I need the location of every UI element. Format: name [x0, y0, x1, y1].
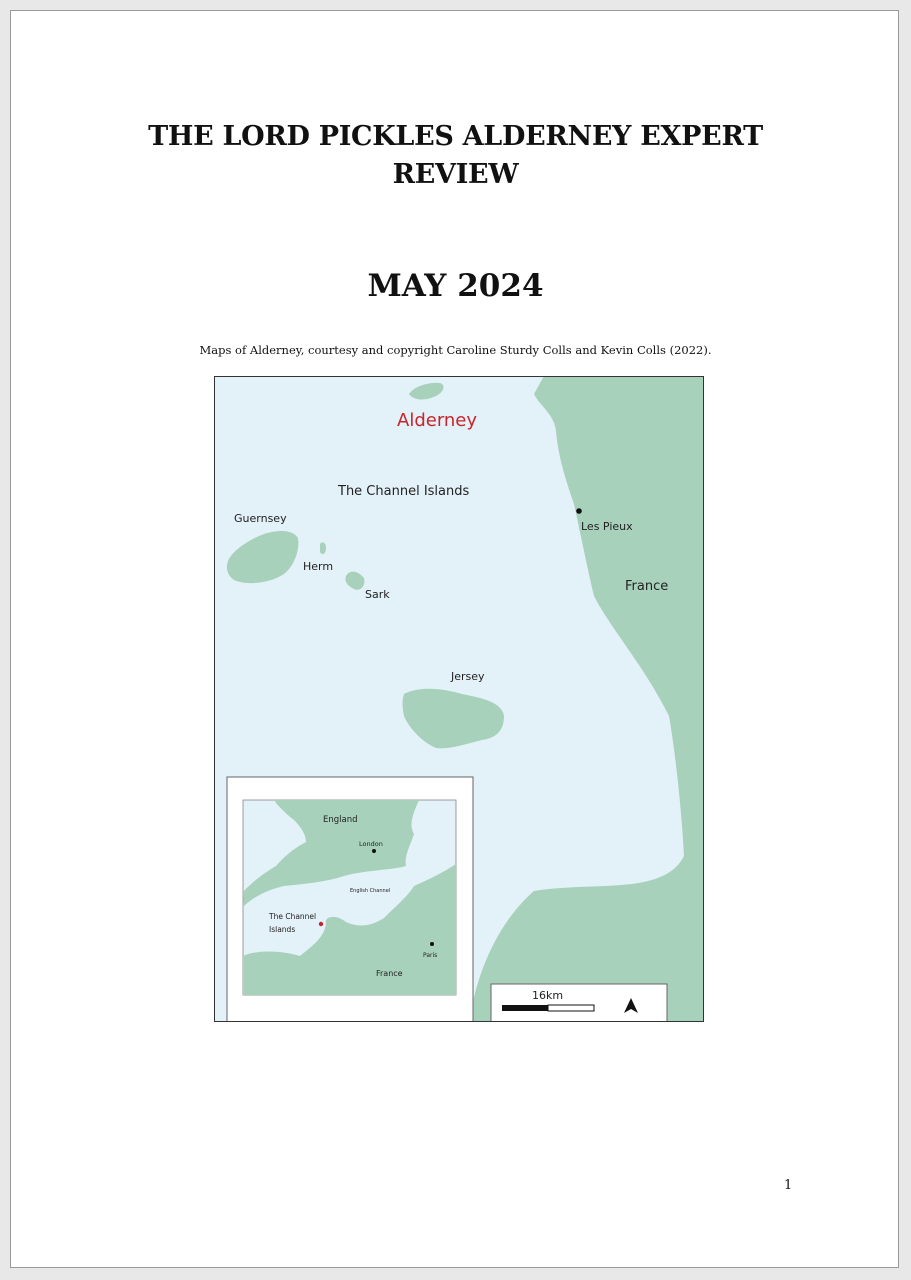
- scale-label: 16km: [532, 989, 564, 1002]
- channel-islands-label: The Channel Islands: [338, 484, 470, 499]
- scale-panel: [491, 984, 667, 1022]
- inset-channel-islands-marker: [319, 922, 323, 926]
- document-title: [0, 118, 911, 194]
- guernsey-label: Guernsey: [234, 512, 287, 525]
- inset-english-channel-label: English Channel: [350, 888, 391, 894]
- france-label: France: [625, 579, 669, 594]
- scale-box: [491, 984, 667, 1022]
- herm-label: Herm: [303, 560, 334, 573]
- title-line-1: THE LORD PICKLES ALDERNEY EXPERT: [148, 121, 763, 152]
- title-line-2: REVIEW: [392, 159, 519, 190]
- inset-france-label: France: [376, 969, 403, 978]
- les-pieux-marker: [576, 508, 582, 514]
- document-date: MAY 2024: [367, 268, 544, 304]
- alderney-label: Alderney: [397, 410, 478, 431]
- jersey-label: Jersey: [451, 670, 485, 683]
- inset-channel-islands-label-1: The Channel: [269, 912, 317, 921]
- channel-islands-map: [214, 376, 704, 1022]
- inset-paris-marker: [430, 942, 434, 946]
- inset-england-label: England: [323, 815, 358, 825]
- inset-london-marker: [372, 849, 376, 853]
- scale-bar-light: [548, 1005, 594, 1011]
- inset-paris-label: Paris: [423, 952, 438, 959]
- map-caption: Maps of Alderney, courtesy and copyright Caroline Sturdy Colls and Kevin Colls (2022).: [199, 343, 712, 357]
- les-pieux-label: Les Pieux: [581, 520, 633, 533]
- page-number: 1: [784, 1178, 793, 1193]
- inset-channel-islands-label-2: Islands: [269, 925, 296, 934]
- inset-london-label: London: [359, 840, 383, 848]
- sark-label: Sark: [365, 588, 390, 601]
- inset-map: [227, 777, 473, 1022]
- scale-bar-dark: [502, 1005, 548, 1011]
